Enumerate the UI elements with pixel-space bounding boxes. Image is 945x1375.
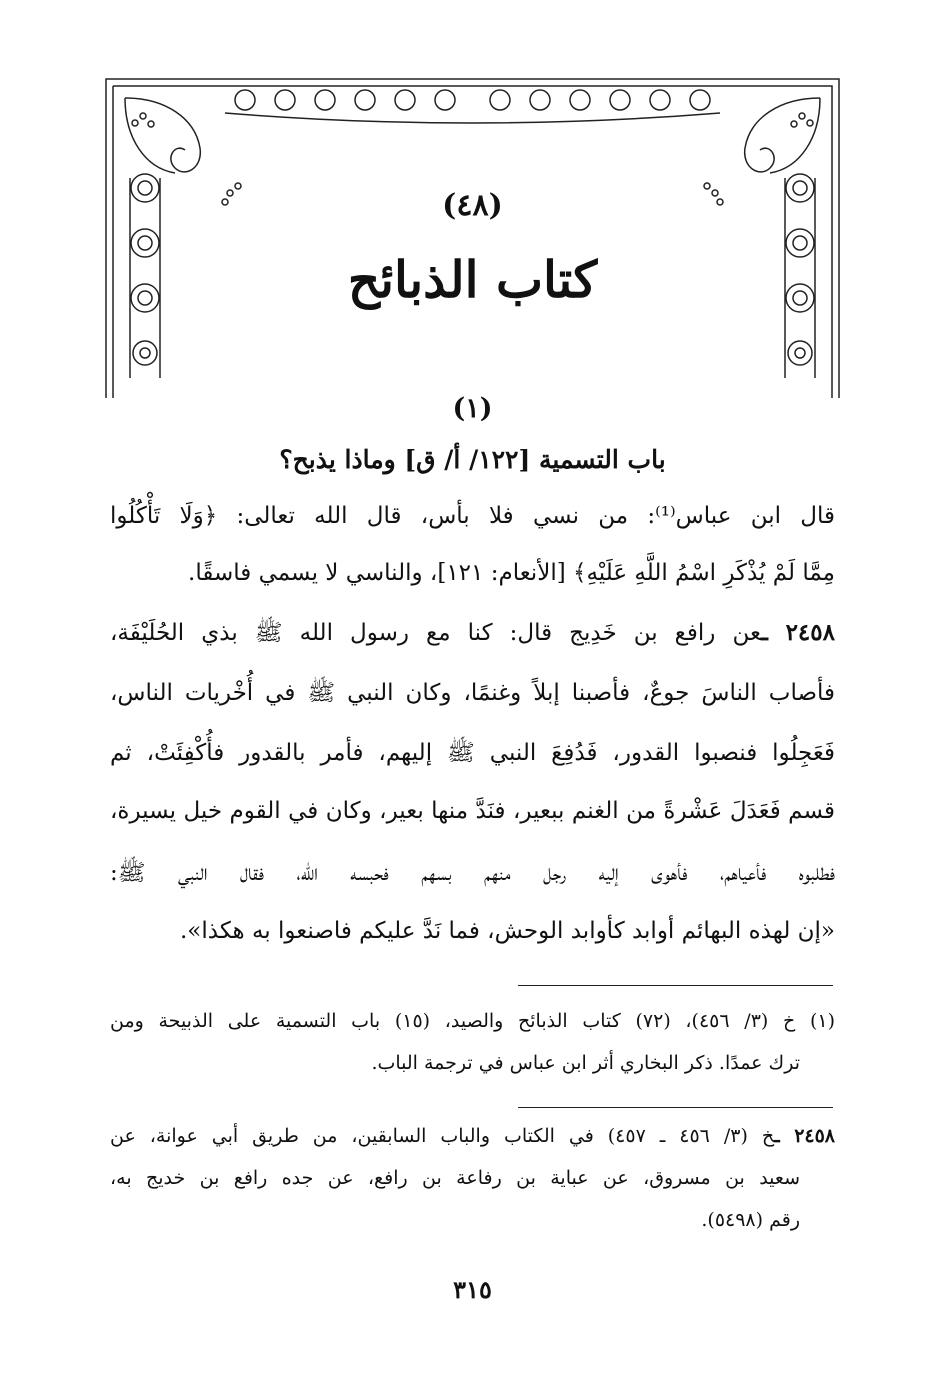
footnote-line: ترك عمدًا. ذكر البخاري أثر ابن عباس في ترجمة الباب.: [371, 1052, 800, 1074]
footnote-line: (١) خ (٣/ ٤٥٦)، (٧٢) كتاب الذبائح والصيد، (١٥) باب التسمية على الذبيحة ومن: [110, 1010, 835, 1032]
hadith-line: فطلبوه فأعياهم، فأهوى إليه رجل منهم بسهم فحبسه الله، فقال النبي ﷺ:: [110, 860, 835, 886]
hadith-line: فأصاب الناسَ جوعٌ، فأصبنا إبلاً وغنمًا، وكان النبي ﷺ في أُخْريات الناس،: [110, 680, 835, 706]
page-number: ٣١٥: [453, 1275, 492, 1304]
footnote-separator: [518, 1107, 833, 1108]
hadith-text: عن رافع بن خَدِيج قال: كنا مع رسول الله ﷺ بذي الحُلَيْفَة،: [110, 620, 762, 646]
footnote-line: [110, 1125, 835, 1147]
hadith-line: [110, 618, 835, 652]
intro-line: قال ابن عباس⁽¹⁾: من نسي فلا بأس، قال الله تعالى: ﴿وَلَا تَأْكُلُوا: [110, 503, 835, 529]
footnote-text: خ (٣/ ٤٥٦ ـ ٤٥٧) في الكتاب والباب السابقين، من طريق أبي عوانة، عن: [110, 1125, 775, 1147]
chapter-title: كتاب الذبائح: [347, 250, 598, 309]
footnote-line: رقم (٥٤٩٨).: [701, 1209, 800, 1231]
footnote-line: سعيد بن مسروق، عن عباية بن رفاعة بن رافع، عن جده رافع بن خديج به،: [110, 1167, 800, 1189]
intro-line: مِمَّا لَمْ يُذْكَرِ اسْمُ اللَّهِ عَلَيْهِ﴾ [الأنعام: ١٢١]، والناسي لا يسمي فاسقًا.: [188, 560, 835, 586]
footnote-separator: [518, 985, 833, 986]
hadith-line: «إن لهذه البهائم أوابد كأوابد الوحش، فما نَدَّ عليكم فاصنعوا به هكذا».: [179, 918, 835, 944]
footnote-number: ٢٤٥٨ ـ: [774, 1125, 836, 1147]
hadith-number: ٢٤٥٨ ـ: [761, 619, 835, 646]
section-number: (١): [452, 393, 493, 424]
ornamental-frame: [105, 78, 840, 398]
chapter-number: (٤٨): [442, 188, 503, 223]
hadith-line: قسم فَعَدَلَ عَشْرةً من الغنم ببعير، فنَدَّ منها بعير، وكان في القوم خيل يسيرة،: [110, 798, 835, 824]
section-heading: باب التسمية [١٢٢/ أ/ ق] وماذا يذبح؟: [279, 445, 666, 474]
hadith-line: فَعَجِلُوا فنصبوا القدور، فَدُفِعَ النبي ﷺ إليهم، فأمر بالقدور فأُكْفِئَتْ، ثم: [110, 740, 835, 766]
